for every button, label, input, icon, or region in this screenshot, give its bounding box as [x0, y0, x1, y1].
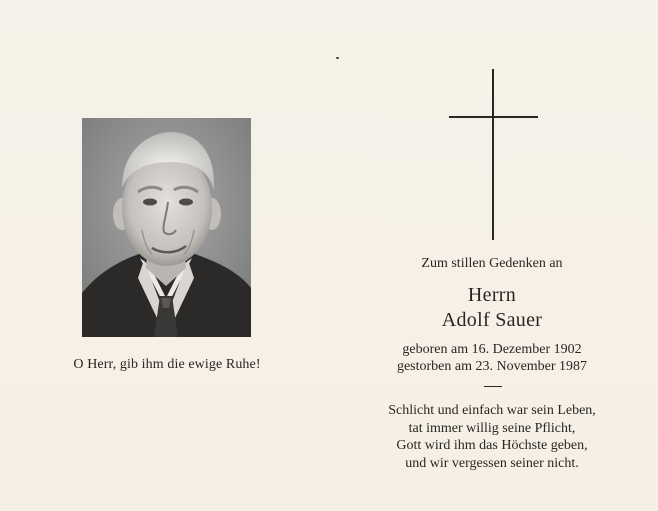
verse-line: und wir vergessen seiner nicht. — [405, 455, 579, 471]
salutation: Herrn — [467, 284, 517, 306]
verse-line: Schlicht und einfach war sein Leben, — [388, 403, 596, 418]
paper-speck — [336, 57, 339, 59]
prayer-caption: O Herr, gib ihm die ewige Ruhe! — [73, 357, 261, 372]
deceased-name: Adolf Sauer — [441, 309, 543, 331]
cross-horizontal-bar — [449, 116, 538, 118]
death-date: gestorben am 23. November 1987 — [396, 359, 588, 374]
birth-date: geboren am 16. Dezember 1902 — [402, 342, 582, 357]
verse-line: Gott wird ihm das Höchste geben, — [396, 438, 588, 453]
separator-dash — [484, 386, 502, 387]
memory-line: Zum stillen Gedenken an — [421, 256, 563, 271]
portrait-photo — [82, 118, 251, 337]
cross-vertical-bar — [492, 69, 494, 240]
verse-line: tat immer willig seine Pflicht, — [408, 420, 576, 436]
memorial-verse — [370, 402, 614, 472]
